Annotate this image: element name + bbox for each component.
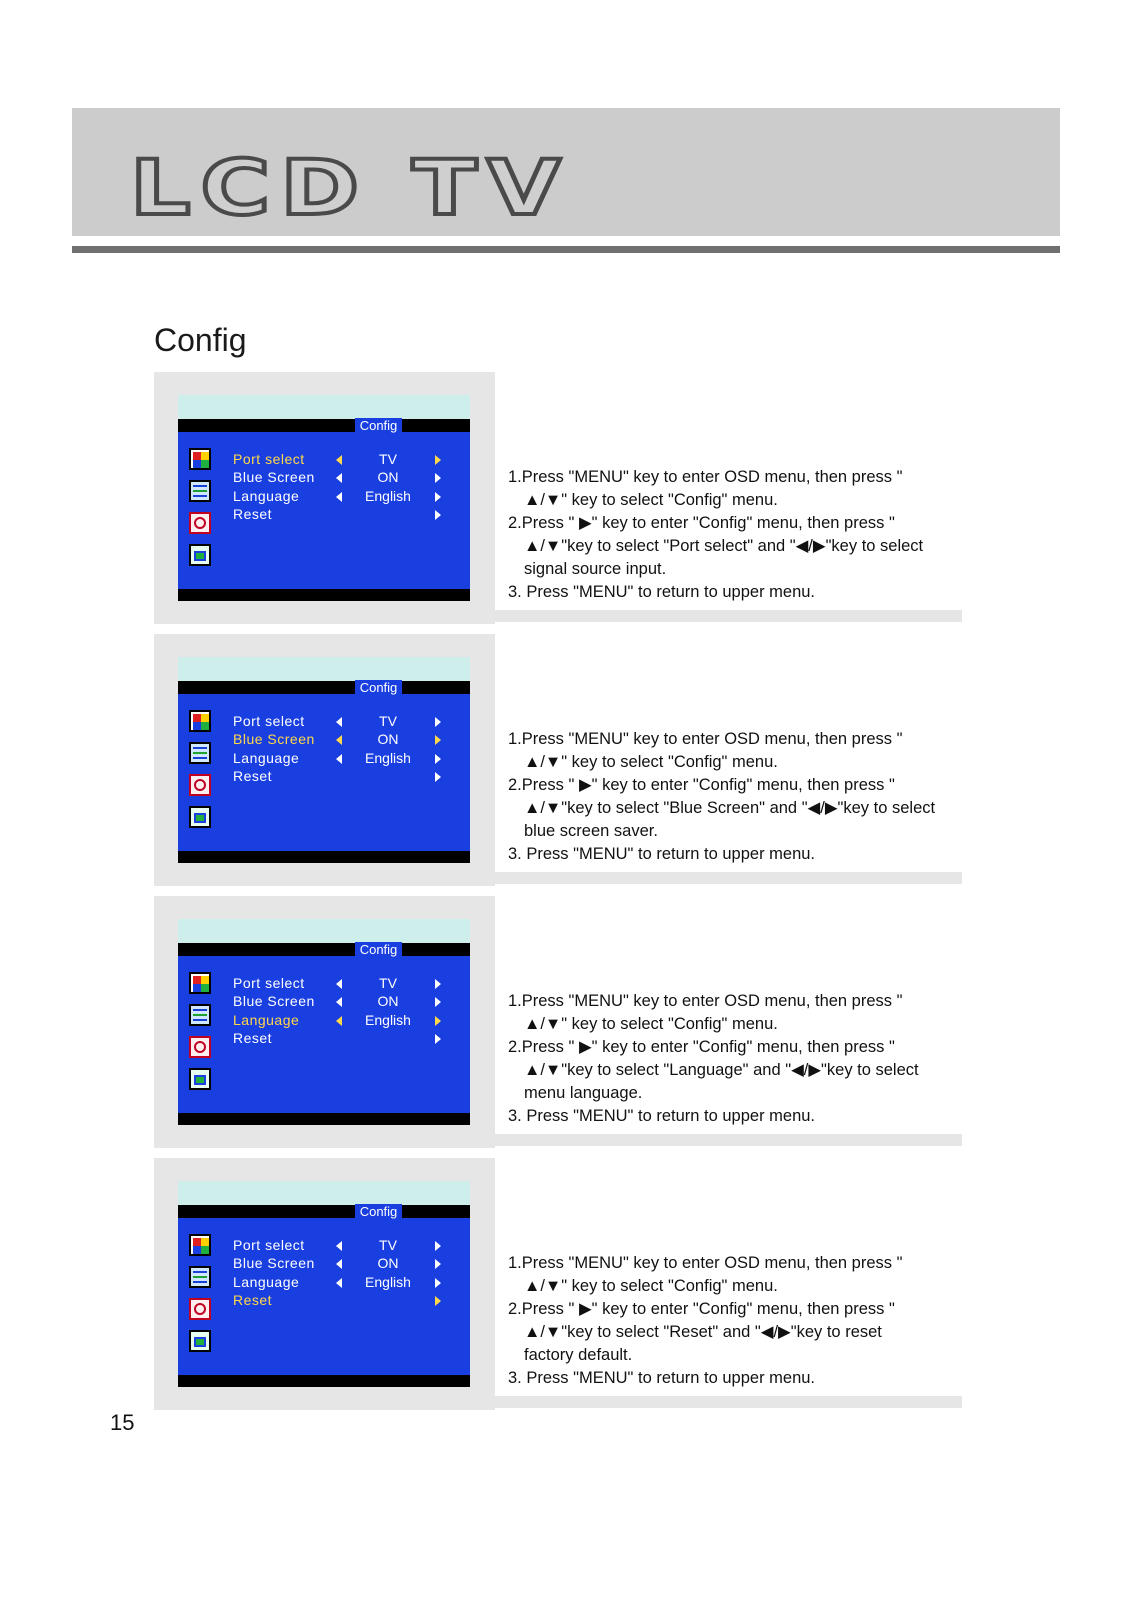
osd-menu	[178, 1181, 470, 1387]
instruction-steps	[508, 990, 958, 1128]
osd-bottom-bar	[178, 589, 470, 601]
osd-bottom-bar	[178, 1113, 470, 1125]
instruction-text: 1.Press "MENU" key to enter OSD menu, then press "	[508, 730, 903, 748]
left-arrow-icon	[336, 492, 342, 502]
osd-item-value: English	[365, 1274, 411, 1290]
osd-item-value: ON	[377, 731, 399, 747]
osd-screenshot-frame	[154, 634, 495, 886]
language-icon	[189, 480, 211, 502]
osd-item-label: Reset	[233, 506, 273, 522]
left-arrow-icon	[336, 997, 342, 1007]
tv-icon	[189, 806, 211, 828]
left-arrow-icon	[336, 1278, 342, 1288]
instruction-line	[508, 728, 958, 751]
instruction-line	[508, 843, 958, 866]
osd-item-value: ON	[377, 1255, 399, 1271]
right-arrow-icon	[435, 997, 441, 1007]
instruction-text: 1.Press "MENU" key to enter OSD menu, then press "	[508, 1254, 903, 1272]
config-panel	[154, 896, 962, 1148]
config-panel	[154, 372, 962, 624]
reset-icon	[189, 774, 211, 796]
left-arrow-icon	[336, 979, 342, 989]
osd-top-band	[178, 657, 470, 681]
right-arrow-icon	[435, 772, 441, 782]
osd-title-bar	[178, 1205, 470, 1218]
instruction-text: ▲/▼" key to select "Config" menu.	[524, 491, 778, 509]
instruction-steps	[508, 728, 958, 866]
osd-item-label: Language	[233, 750, 300, 766]
instruction-text: menu language.	[524, 1084, 643, 1102]
instruction-text: 2.Press " ▶" key to enter "Config" menu, then press "	[508, 1300, 895, 1318]
instruction-line	[508, 1013, 958, 1036]
reset-icon	[189, 1298, 211, 1320]
page-number: 15	[110, 1410, 135, 1435]
port-select-icon	[189, 1234, 211, 1256]
instruction-text: ▲/▼"key to select "Port select" and "◀/▶"key to select	[524, 537, 924, 555]
instruction-line	[508, 774, 958, 797]
left-arrow-icon	[336, 754, 342, 764]
instruction-text: ▲/▼"key to select "Blue Screen" and "◀/▶"key to select	[524, 799, 936, 817]
osd-item-label: Port select	[233, 451, 305, 467]
osd-top-band	[178, 1181, 470, 1205]
instruction-text: ▲/▼" key to select "Config" menu.	[524, 1277, 778, 1295]
instruction-text: 2.Press " ▶" key to enter "Config" menu, then press "	[508, 514, 895, 532]
tv-icon	[189, 1068, 211, 1090]
osd-item-label: Port select	[233, 1237, 305, 1253]
left-arrow-icon	[336, 1016, 342, 1026]
osd-screenshot-frame	[154, 896, 495, 1148]
osd-item-label: Reset	[233, 1030, 273, 1046]
right-arrow-icon	[435, 1016, 441, 1026]
panel-underline	[495, 872, 962, 884]
panel-underline	[495, 610, 962, 622]
instruction-text: ▲/▼"key to select "Reset" and "◀/▶"key to reset	[524, 1323, 882, 1341]
tv-icon	[189, 544, 211, 566]
osd-item-label: Language	[233, 1274, 300, 1290]
osd-menu	[178, 919, 470, 1125]
page-header-title: LCD TV	[130, 143, 571, 232]
osd-menu	[178, 657, 470, 863]
instruction-text: ▲/▼" key to select "Config" menu.	[524, 753, 778, 771]
header-band	[72, 108, 1060, 236]
instruction-text: 3. Press "MENU" to return to upper menu.	[508, 845, 816, 863]
osd-item-value: TV	[379, 1237, 397, 1253]
osd-item-label: Reset	[233, 768, 273, 784]
right-arrow-icon	[435, 1296, 441, 1306]
osd-menu-title: Config	[355, 680, 402, 695]
port-select-icon	[189, 448, 211, 470]
right-arrow-icon	[435, 1278, 441, 1288]
osd-item-value: ON	[377, 993, 399, 1009]
instruction-text: 3. Press "MENU" to return to upper menu.	[508, 1107, 816, 1125]
osd-item-label: Blue Screen	[233, 1255, 315, 1271]
port-select-icon	[189, 710, 211, 732]
instruction-line	[508, 1344, 958, 1367]
instruction-text: signal source input.	[524, 560, 667, 578]
instruction-line	[508, 820, 958, 843]
osd-item-value: English	[365, 750, 411, 766]
instruction-line	[508, 1367, 958, 1390]
instruction-line	[508, 535, 958, 558]
instruction-text: 1.Press "MENU" key to enter OSD menu, then press "	[508, 992, 903, 1010]
instruction-line	[508, 1059, 958, 1082]
osd-top-band	[178, 395, 470, 419]
left-arrow-icon	[336, 717, 342, 727]
instruction-text: 2.Press " ▶" key to enter "Config" menu, then press "	[508, 1038, 895, 1056]
osd-item-label: Blue Screen	[233, 469, 315, 485]
instruction-line	[508, 1275, 958, 1298]
language-icon	[189, 742, 211, 764]
instruction-text: ▲/▼" key to select "Config" menu.	[524, 1015, 778, 1033]
instruction-line	[508, 797, 958, 820]
instruction-text: blue screen saver.	[524, 822, 658, 840]
language-icon	[189, 1004, 211, 1026]
osd-item-label: Port select	[233, 713, 305, 729]
panel-underline	[495, 1396, 962, 1408]
osd-bottom-bar	[178, 851, 470, 863]
instruction-text: 3. Press "MENU" to return to upper menu.	[508, 1369, 816, 1387]
osd-item-value: TV	[379, 713, 397, 729]
osd-item-label: Reset	[233, 1292, 273, 1308]
osd-item-value: English	[365, 488, 411, 504]
instruction-line	[508, 512, 958, 535]
osd-menu	[178, 395, 470, 601]
reset-icon	[189, 1036, 211, 1058]
instruction-text: ▲/▼"key to select "Language" and "◀/▶"key to select	[524, 1061, 919, 1079]
osd-menu-title: Config	[355, 942, 402, 957]
instruction-text: 2.Press " ▶" key to enter "Config" menu, then press "	[508, 776, 895, 794]
instruction-line	[508, 990, 958, 1013]
right-arrow-icon	[435, 455, 441, 465]
right-arrow-icon	[435, 979, 441, 989]
osd-menu-title: Config	[355, 418, 402, 433]
right-arrow-icon	[435, 1241, 441, 1251]
instruction-text: 1.Press "MENU" key to enter OSD menu, then press "	[508, 468, 903, 486]
instruction-line	[508, 1298, 958, 1321]
instruction-line	[508, 489, 958, 512]
right-arrow-icon	[435, 1034, 441, 1044]
osd-item-label: Language	[233, 488, 300, 504]
instruction-line	[508, 1105, 958, 1128]
instruction-line	[508, 466, 958, 489]
instruction-steps	[508, 1252, 958, 1390]
config-panel	[154, 634, 962, 886]
instruction-line	[508, 1252, 958, 1275]
right-arrow-icon	[435, 492, 441, 502]
left-arrow-icon	[336, 1259, 342, 1269]
osd-item-label: Port select	[233, 975, 305, 991]
header-divider	[72, 246, 1060, 253]
osd-item-value: ON	[377, 469, 399, 485]
panel-underline	[495, 1134, 962, 1146]
left-arrow-icon	[336, 473, 342, 483]
port-select-icon	[189, 972, 211, 994]
instruction-text: 3. Press "MENU" to return to upper menu.	[508, 583, 816, 601]
osd-title-bar	[178, 681, 470, 694]
right-arrow-icon	[435, 735, 441, 745]
instruction-text: factory default.	[524, 1346, 633, 1364]
instruction-line	[508, 751, 958, 774]
config-panel	[154, 1158, 962, 1410]
right-arrow-icon	[435, 754, 441, 764]
instruction-steps	[508, 466, 958, 604]
section-title: Config	[154, 322, 247, 358]
osd-screenshot-frame	[154, 1158, 495, 1410]
osd-title-bar	[178, 943, 470, 956]
osd-menu-title: Config	[355, 1204, 402, 1219]
instruction-line	[508, 581, 958, 604]
osd-item-label: Blue Screen	[233, 993, 315, 1009]
instruction-line	[508, 558, 958, 581]
osd-item-value: TV	[379, 451, 397, 467]
osd-item-label: Language	[233, 1012, 300, 1028]
left-arrow-icon	[336, 455, 342, 465]
instruction-line	[508, 1321, 958, 1344]
tv-icon	[189, 1330, 211, 1352]
osd-top-band	[178, 919, 470, 943]
right-arrow-icon	[435, 473, 441, 483]
left-arrow-icon	[336, 735, 342, 745]
osd-bottom-bar	[178, 1375, 470, 1387]
instruction-line	[508, 1036, 958, 1059]
osd-title-bar	[178, 419, 470, 432]
right-arrow-icon	[435, 510, 441, 520]
language-icon	[189, 1266, 211, 1288]
right-arrow-icon	[435, 1259, 441, 1269]
reset-icon	[189, 512, 211, 534]
instruction-line	[508, 1082, 958, 1105]
osd-item-value: TV	[379, 975, 397, 991]
right-arrow-icon	[435, 717, 441, 727]
osd-item-value: English	[365, 1012, 411, 1028]
left-arrow-icon	[336, 1241, 342, 1251]
osd-item-label: Blue Screen	[233, 731, 315, 747]
osd-screenshot-frame	[154, 372, 495, 624]
